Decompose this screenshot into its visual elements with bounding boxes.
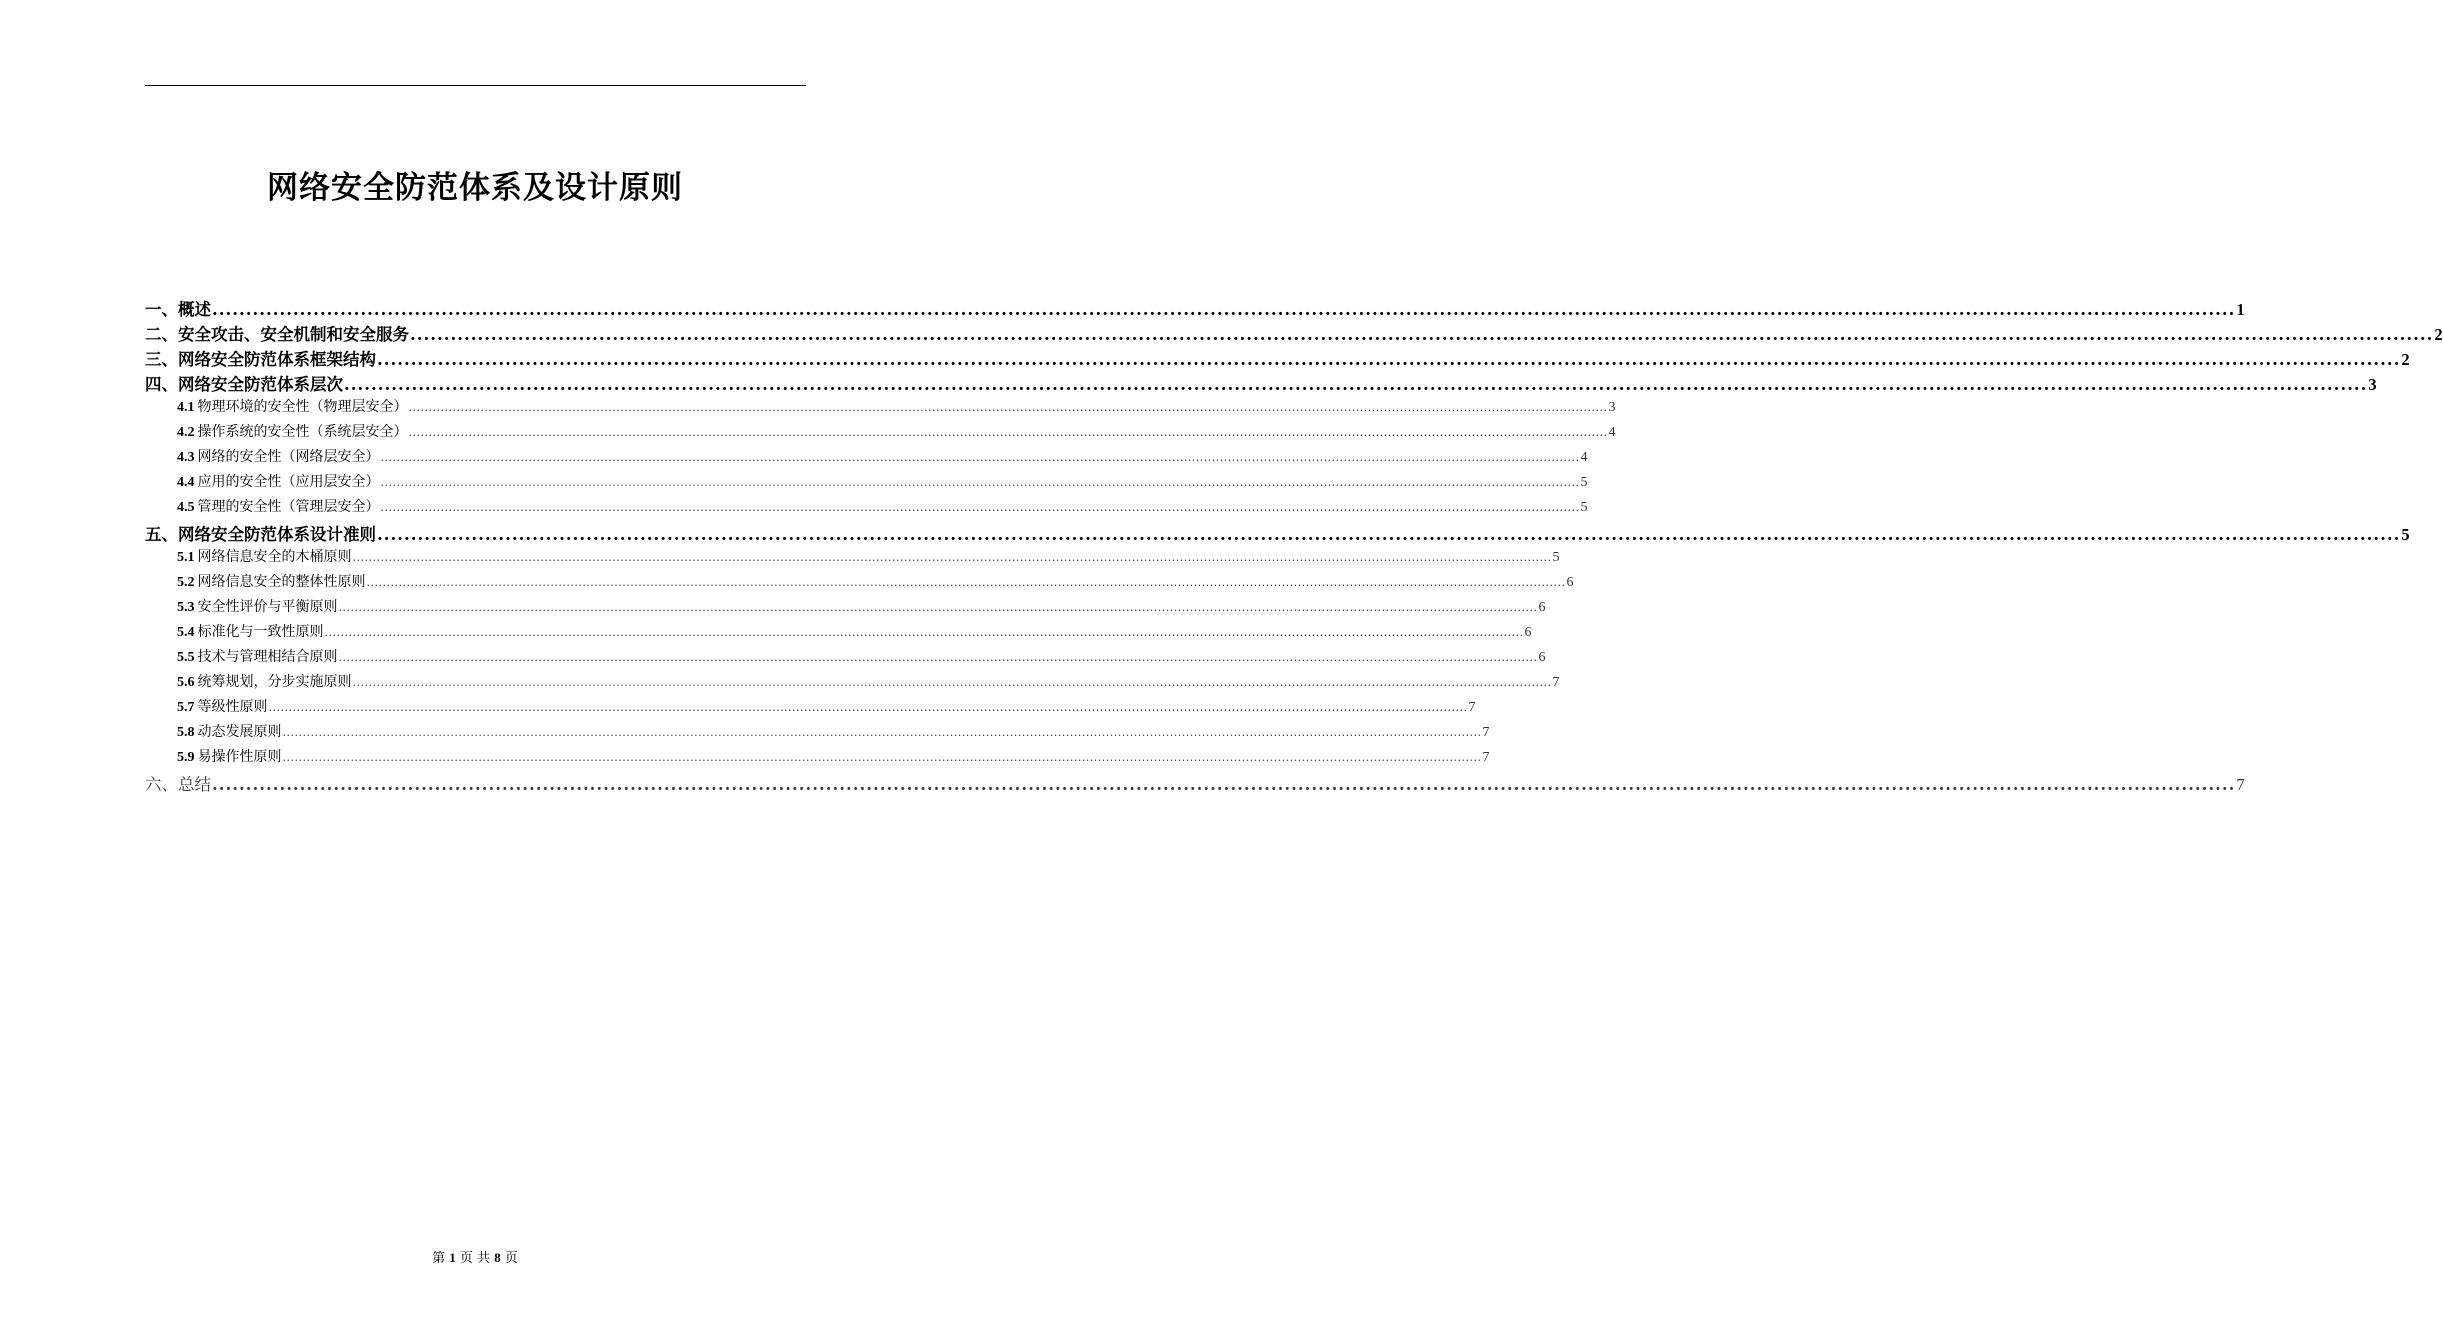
toc-entry-4[interactable]	[145, 371, 2377, 396]
document-title: 网络安全防范体系及设计原则	[267, 170, 683, 206]
footer-total-pages: 8	[494, 1250, 501, 1265]
toc-leader: ............................................................................................................................................................................................................................................................................................................	[380, 451, 1580, 464]
toc-section-title: 网络信息安全的整体性原则	[197, 574, 366, 590]
toc-section-title: 统筹规划，分步实施原则	[197, 674, 352, 690]
toc-section-number: 5.6	[177, 675, 195, 690]
toc-entry-4-4[interactable]	[145, 471, 1588, 496]
toc-section-title: 操作系统的安全性（系统层安全）	[197, 424, 408, 440]
footer-prefix: 第	[432, 1251, 446, 1266]
toc-section-number: 4.5	[177, 500, 195, 515]
toc-leader: ............................................................................................................................................................................................................................................................................................................	[408, 401, 1608, 414]
toc-entry-label: 一、概述	[145, 300, 211, 319]
toc-page-number: 5	[2401, 525, 2410, 544]
toc-section-number: 5.9	[177, 750, 195, 765]
toc-section-title: 物理环境的安全性（物理层安全）	[197, 399, 408, 415]
toc-entry-label: 六、总结	[145, 775, 211, 794]
toc-entry-label	[145, 571, 366, 591]
toc-page-number: 5	[1580, 475, 1588, 490]
toc-page-number: 6	[1524, 625, 1532, 640]
toc-page-number: 5	[1552, 550, 1560, 565]
toc-entry-5-3[interactable]	[145, 596, 1546, 621]
toc-entry-5-6[interactable]	[145, 671, 1560, 696]
toc-entry-label	[145, 696, 268, 716]
toc-entry-label: 四、网络安全防范体系层次	[145, 375, 343, 394]
toc-section-title: 管理的安全性（管理层安全）	[197, 499, 380, 515]
toc-entry-6[interactable]	[145, 771, 2245, 796]
toc-section-title: 动态发展原则	[197, 724, 282, 740]
toc-leader: ............................................................................................................................................................................................................................................................................................................	[338, 601, 1538, 614]
toc-section-number: 4.3	[177, 450, 195, 465]
toc-entry-label	[145, 746, 282, 766]
toc-page-number: 7	[1468, 700, 1476, 715]
footer-current-page: 1	[449, 1250, 456, 1265]
toc-entry-label	[145, 396, 408, 416]
toc-page-number: 7	[1552, 675, 1560, 690]
toc-leader: ............................................................................................................................................................................................................................................................................................................	[366, 576, 1566, 589]
toc-page-number: 7	[1482, 750, 1490, 765]
toc-section-number: 5.2	[177, 575, 195, 590]
toc-section-title: 标准化与一致性原则	[197, 624, 324, 640]
toc-page-number: 2	[2434, 325, 2443, 344]
toc-section-number: 4.1	[177, 400, 195, 415]
toc-section-title: 网络信息安全的木桶原则	[197, 549, 352, 565]
toc-section-number: 5.7	[177, 700, 195, 715]
toc-leader: ............................................................................................................................................................................................................................................................................................................	[268, 701, 1468, 714]
toc-section-number: 5.4	[177, 625, 195, 640]
toc-section-title: 等级性原则	[197, 699, 268, 715]
toc-leader: ............................................................................................................................................................................................................................................................................................................	[352, 676, 1552, 689]
toc-entry-5-8[interactable]	[145, 721, 1490, 746]
toc-leader: ............................................................................................................................................................................................................................................................................................................	[212, 775, 2236, 794]
toc-page-number: 4	[1608, 425, 1616, 440]
toc-leader: ............................................................................................................................................................................................................................................................................................................	[377, 525, 2401, 544]
header-rule	[145, 85, 806, 86]
toc-entry-label	[145, 546, 352, 566]
toc-entry-4-2[interactable]	[145, 421, 1616, 446]
toc-page-number: 4	[1580, 450, 1588, 465]
toc-section-number: 5.1	[177, 550, 195, 565]
toc-leader: ............................................................................................................................................................................................................................................................................................................	[212, 300, 2236, 319]
toc-entry-5-7[interactable]	[145, 696, 1476, 721]
toc-entry-label: 二、安全攻击、安全机制和安全服务	[145, 325, 409, 344]
toc-leader: ............................................................................................................................................................................................................................................................................................................	[380, 476, 1580, 489]
toc-entry-3[interactable]	[145, 346, 2410, 371]
toc-page-number: 5	[1580, 500, 1588, 515]
toc-entry-label	[145, 671, 352, 691]
toc-leader: ............................................................................................................................................................................................................................................................................................................	[344, 375, 2368, 394]
toc-page-number: 7	[1482, 725, 1490, 740]
toc-page-number: 6	[1566, 575, 1574, 590]
toc-page-number: 3	[2368, 375, 2377, 394]
toc-leader: ............................................................................................................................................................................................................................................................................................................	[408, 426, 1608, 439]
toc-leader: ............................................................................................................................................................................................................................................................................................................	[282, 751, 1482, 764]
toc-entry-label: 五、网络安全防范体系设计准则	[145, 525, 376, 544]
toc-entry-label	[145, 421, 408, 441]
toc-page-number: 3	[1608, 400, 1616, 415]
toc-entry-label	[145, 646, 338, 666]
page-footer	[0, 1247, 950, 1266]
toc-entry-5-5[interactable]	[145, 646, 1546, 671]
toc-entry-5-2[interactable]	[145, 571, 1574, 596]
toc-section-number: 5.5	[177, 650, 195, 665]
toc-section-title: 网络的安全性（网络层安全）	[197, 449, 380, 465]
toc-entry-5[interactable]	[145, 521, 2410, 546]
toc-section-title: 易操作性原则	[197, 749, 282, 765]
toc-entry-1[interactable]	[145, 296, 2245, 321]
toc-entry-4-1[interactable]	[145, 396, 1616, 421]
table-of-contents	[145, 296, 2443, 796]
toc-section-number: 4.2	[177, 425, 195, 440]
toc-entry-4-3[interactable]	[145, 446, 1588, 471]
toc-entry-label: 三、网络安全防范体系框架结构	[145, 350, 376, 369]
toc-section-title: 应用的安全性（应用层安全）	[197, 474, 380, 490]
toc-leader: ............................................................................................................................................................................................................................................................................................................	[324, 626, 1524, 639]
toc-page-number: 1	[2236, 300, 2245, 319]
toc-entry-label	[145, 596, 338, 616]
toc-entry-4-5[interactable]	[145, 496, 1588, 521]
footer-suffix: 页	[504, 1251, 518, 1266]
toc-section-title: 技术与管理相结合原则	[197, 649, 338, 665]
toc-leader: ............................................................................................................................................................................................................................................................................................................	[377, 350, 2401, 369]
toc-entry-label	[145, 721, 282, 741]
toc-entry-label	[145, 446, 380, 466]
toc-entry-5-1[interactable]	[145, 546, 1560, 571]
toc-entry-2[interactable]	[145, 321, 2443, 346]
toc-section-number: 5.3	[177, 600, 195, 615]
toc-page-number: 6	[1538, 650, 1546, 665]
toc-entry-label	[145, 496, 380, 516]
toc-page-number: 2	[2401, 350, 2410, 369]
toc-section-number: 4.4	[177, 475, 195, 490]
footer-middle: 页 共	[459, 1251, 491, 1266]
toc-entry-label	[145, 471, 380, 491]
toc-entry-5-9[interactable]	[145, 746, 1490, 771]
toc-section-title: 安全性评价与平衡原则	[197, 599, 338, 615]
toc-leader: ............................................................................................................................................................................................................................................................................................................	[352, 551, 1552, 564]
toc-leader: ............................................................................................................................................................................................................................................................................................................	[338, 651, 1538, 664]
toc-page-number: 6	[1538, 600, 1546, 615]
toc-entry-label	[145, 621, 324, 641]
toc-leader: ............................................................................................................................................................................................................................................................................................................	[410, 325, 2434, 344]
toc-page-number: 7	[2236, 775, 2245, 794]
toc-leader: ............................................................................................................................................................................................................................................................................................................	[282, 726, 1482, 739]
toc-leader: ............................................................................................................................................................................................................................................................................................................	[380, 501, 1580, 514]
toc-entry-5-4[interactable]	[145, 621, 1532, 646]
toc-section-number: 5.8	[177, 725, 195, 740]
